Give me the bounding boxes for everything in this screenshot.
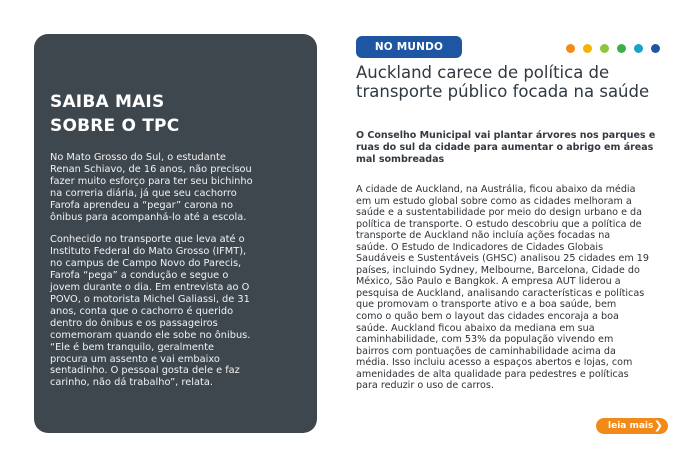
color-dot — [600, 44, 609, 53]
sidebar-paragraph: Conhecido no transporte que leva até o Instituto Federal do Mato Grosso (IFMT), no campus de Campo Novo do Parecis, Farofa “pega” a condução e segue o jovem durante o dia. Em entrevista ao O POVO, o motorista Michel Galiassi, de 31 anos, conta que o cachorro é querido dentro do ônibus e os passageiros comemoram quando ele sobe no ônibus. “Ele é bem tranquilo, geralmente procura um assento e vai embaixo sentadinho. O pessoal gosta dele e faz carinho, não dá trabalho”, relata. — [50, 234, 251, 389]
info-sidebar-card — [34, 34, 317, 433]
color-dot — [651, 44, 660, 53]
article-headline: Auckland carece de política de transporte público focada na saúde — [356, 63, 650, 101]
chevron-right-icon: ❯ — [653, 419, 663, 432]
color-dot — [583, 44, 592, 53]
article-body: A cidade de Auckland, na Austrália, ficou abaixo da média em um estudo global sobre como as cidades melhoram a saúde e a sustentabilidade por meio do design urbano e da política de transporte. O estudo descobriu que a política de transporte de Auckland não incluía ações focadas na saúde. O Estudo de Indicadores de Cidades Globais Saudáveis e Sustentáveis (GHSC) analisou 25 cidades em 19 países, incluindo Sydney, Melbourne, Barcelona, Cidade do México, São Paulo e Bangkok. A empresa AUT liderou a pesquisa de Auckland, analisando características e políticas que promovam o transporte ativo e a boa saúde, bem como o quão bem o layout das cidades encoraja a boa saúde. Auckland ficou abaixo da mediana em sua caminhabilidade, com 53% da população vivendo em bairros com pontuações de caminhabilidade acima da média. Isso incluiu acesso a espaços abertos e lojas, com amenidades de alta qualidade para pedestres e políticas para reduzir o uso de carros. — [356, 184, 649, 392]
sidebar-title-line1: SAIBA MAIS — [50, 92, 165, 112]
sidebar-paragraph: No Mato Grosso do Sul, o estudante Renan Schiavo, de 16 anos, não precisou fazer muito esforço para ter seu bichinho na correria diária, já que seu cachorro Farofa aprendeu a “pegar” carona no ônibus para acompanhá-lo até a escola. — [50, 152, 253, 223]
color-dot — [634, 44, 643, 53]
color-dot — [566, 44, 575, 53]
read-more-label: leia mais — [608, 421, 654, 431]
sidebar-title — [50, 90, 301, 138]
read-more-button[interactable] — [596, 418, 668, 434]
article-lede: O Conselho Municipal vai plantar árvores nos parques e ruas do sul da cidade para aumentar o abrigo em áreas mal sombreadas — [356, 130, 656, 165]
section-tag: NO MUNDO — [356, 36, 462, 58]
color-dot — [617, 44, 626, 53]
sidebar-title-line2: SOBRE O TPC — [50, 116, 180, 136]
